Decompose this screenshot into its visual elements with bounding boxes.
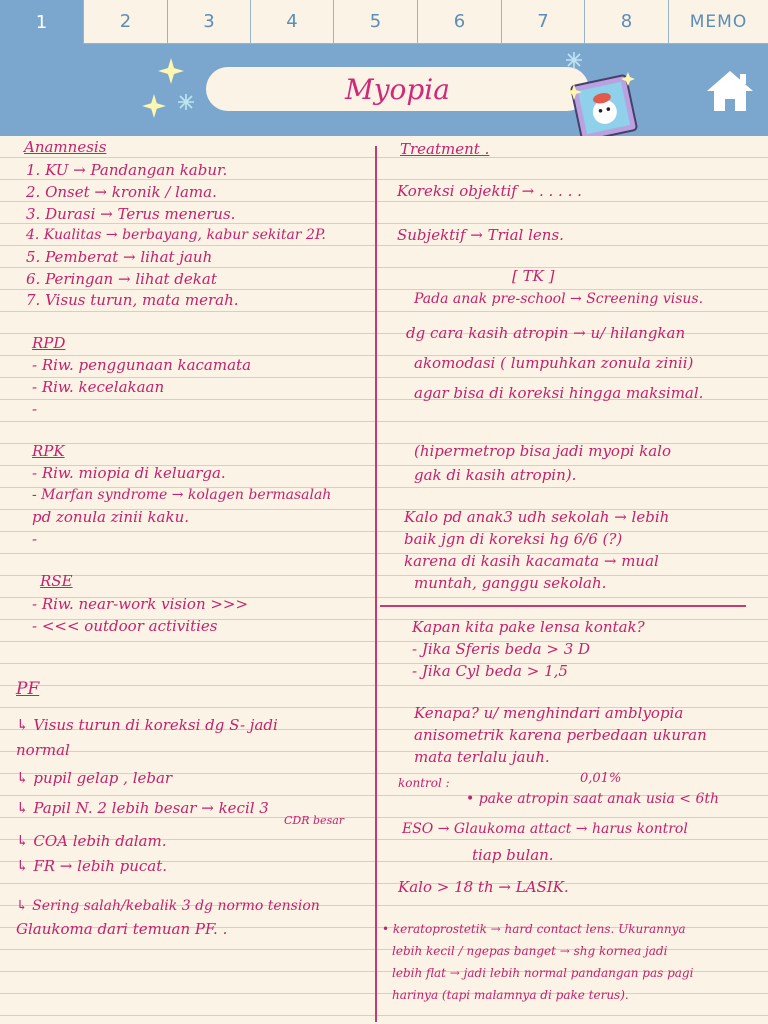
rpk-item-2: - Marfan syndrome → kolagen bermasalah bbox=[32, 487, 332, 503]
tk-line-2: dg cara kasih atropin → u/ hilangkan bbox=[406, 324, 686, 342]
tab-7[interactable]: 7 bbox=[502, 0, 585, 44]
lens-line-1: Kapan kita pake lensa kontak? bbox=[412, 618, 645, 636]
section-divider bbox=[380, 605, 746, 607]
control-percent: 0,01% bbox=[580, 771, 622, 786]
rpk-item-1: - Riw. miopia di keluarga. bbox=[32, 464, 226, 482]
anamnesis-item-7: 7. Visus turun, mata merah. bbox=[26, 291, 239, 309]
title-bar bbox=[206, 67, 589, 111]
treatment-line-2: Subjektif → Trial lens. bbox=[397, 226, 564, 244]
anamnesis-item-6: 6. Peringan → lihat dekat bbox=[26, 270, 217, 288]
lens-line-6: mata terlalu jauh. bbox=[414, 748, 550, 766]
control-line-2: ESO → Glaukoma attact → harus kontrol bbox=[402, 821, 688, 837]
column-divider bbox=[375, 146, 377, 1022]
control-line-7: lebih flat → jadi lebih normal pandangan pas pagi bbox=[392, 966, 694, 980]
home-icon[interactable] bbox=[704, 68, 756, 114]
pf-item-3: ↳ pupil gelap , lebar bbox=[16, 769, 173, 787]
anamnesis-heading: Anamnesis bbox=[24, 138, 107, 156]
tk-line-5: (hipermetrop bisa jadi myopi kalo bbox=[414, 442, 671, 460]
control-line-4: Kalo > 18 th → LASIK. bbox=[398, 878, 569, 896]
control-line-1: • pake atropin saat anak usia < 6th bbox=[466, 791, 720, 807]
sparkle-icon bbox=[178, 94, 194, 110]
rse-item-1: - Riw. near-work vision >>> bbox=[32, 595, 249, 613]
tk-line-6: gak di kasih atropin). bbox=[414, 466, 577, 484]
tab-2[interactable]: 2 bbox=[84, 0, 168, 44]
anamnesis-item-1: 1. KU → Pandangan kabur. bbox=[26, 161, 228, 179]
tk-line-8: baik jgn di koreksi hg 6/6 (?) bbox=[404, 530, 623, 548]
pf-item-1: ↳ Visus turun di koreksi dg S- jadi bbox=[16, 716, 278, 734]
control-line-3: tiap bulan. bbox=[472, 846, 554, 864]
tk-heading: [ TK ] bbox=[512, 267, 555, 285]
lens-line-3: - Jika Cyl beda > 1,5 bbox=[412, 662, 568, 680]
tk-line-3: akomodasi ( lumpuhkan zonula zinii) bbox=[414, 354, 694, 372]
dog-photo-sticker bbox=[566, 70, 642, 146]
pf-item-7: ↳ Sering salah/kebalik 3 dg normo tension bbox=[16, 898, 320, 914]
control-line-6: lebih kecil / ngepas banget → shg kornea jadi bbox=[392, 944, 668, 958]
pf-item-4: ↳ Papil N. 2 lebih besar → kecil 3 bbox=[16, 799, 269, 817]
pf-side-note: CDR besar bbox=[284, 814, 345, 827]
page-tab-bar bbox=[0, 0, 768, 44]
rpk-item-3: pd zonula zinii kaku. bbox=[32, 508, 190, 526]
tk-line-1: Pada anak pre-school → Screening visus. bbox=[414, 291, 704, 307]
treatment-heading: Treatment . bbox=[400, 140, 490, 158]
treatment-line-1: Koreksi objektif → . . . . . bbox=[397, 182, 582, 200]
lens-line-5: anisometrik karena perbedaan ukuran bbox=[414, 726, 707, 744]
rpd-item-2: - Riw. kecelakaan bbox=[32, 378, 165, 396]
pf-item-2: normal bbox=[16, 741, 70, 759]
sparkle-icon bbox=[566, 52, 582, 68]
anamnesis-item-4: 4. Kualitas → berbayang, kabur sekitar 2P. bbox=[26, 227, 326, 243]
tab-4[interactable]: 4 bbox=[251, 0, 334, 44]
pf-item-8: Glaukoma dari temuan PF. . bbox=[16, 920, 228, 938]
tab-5[interactable]: 5 bbox=[334, 0, 418, 44]
page-header bbox=[0, 44, 768, 136]
tk-line-4: agar bisa di koreksi hingga maksimal. bbox=[414, 384, 704, 402]
pf-item-5: ↳ COA lebih dalam. bbox=[16, 832, 167, 850]
sparkle-icon bbox=[142, 94, 166, 118]
pf-item-6: ↳ FR → lebih pucat. bbox=[16, 857, 168, 875]
control-label: kontrol : bbox=[398, 776, 450, 790]
tab-3[interactable]: 3 bbox=[168, 0, 251, 44]
tk-line-7: Kalo pd anak3 udh sekolah → lebih bbox=[404, 508, 670, 526]
rse-item-2: - <<< outdoor activities bbox=[32, 617, 218, 635]
rpk-item-4: - bbox=[32, 530, 38, 548]
rse-heading: RSE bbox=[40, 572, 73, 590]
tk-line-10: muntah, ganggu sekolah. bbox=[414, 574, 607, 592]
rpk-heading: RPK bbox=[32, 442, 65, 460]
pf-heading: PF bbox=[16, 679, 40, 699]
control-line-8: harinya (tapi malamnya di pake terus). bbox=[392, 988, 629, 1002]
lens-line-2: - Jika Sferis beda > 3 D bbox=[412, 640, 591, 658]
lens-line-4: Kenapa? u/ menghindari amblyopia bbox=[414, 704, 684, 722]
tab-1[interactable]: 1 bbox=[0, 0, 84, 44]
page-title: Myopia bbox=[345, 72, 450, 106]
tab-6[interactable]: 6 bbox=[418, 0, 502, 44]
anamnesis-item-3: 3. Durasi → Terus menerus. bbox=[26, 205, 236, 223]
control-line-5: • keratoprostetik → hard contact lens. Ukurannya bbox=[382, 922, 686, 936]
sparkle-icon bbox=[158, 58, 184, 84]
tab-memo[interactable]: MEMO bbox=[669, 0, 768, 44]
rpd-heading: RPD bbox=[32, 334, 66, 352]
rpd-item-3: - bbox=[32, 400, 38, 418]
rpd-item-1: - Riw. penggunaan kacamata bbox=[32, 356, 252, 374]
anamnesis-item-2: 2. Onset → kronik / lama. bbox=[26, 183, 217, 201]
anamnesis-item-5: 5. Pemberat → lihat jauh bbox=[26, 248, 213, 266]
tk-line-9: karena di kasih kacamata → mual bbox=[404, 552, 659, 570]
tab-8[interactable]: 8 bbox=[585, 0, 669, 44]
